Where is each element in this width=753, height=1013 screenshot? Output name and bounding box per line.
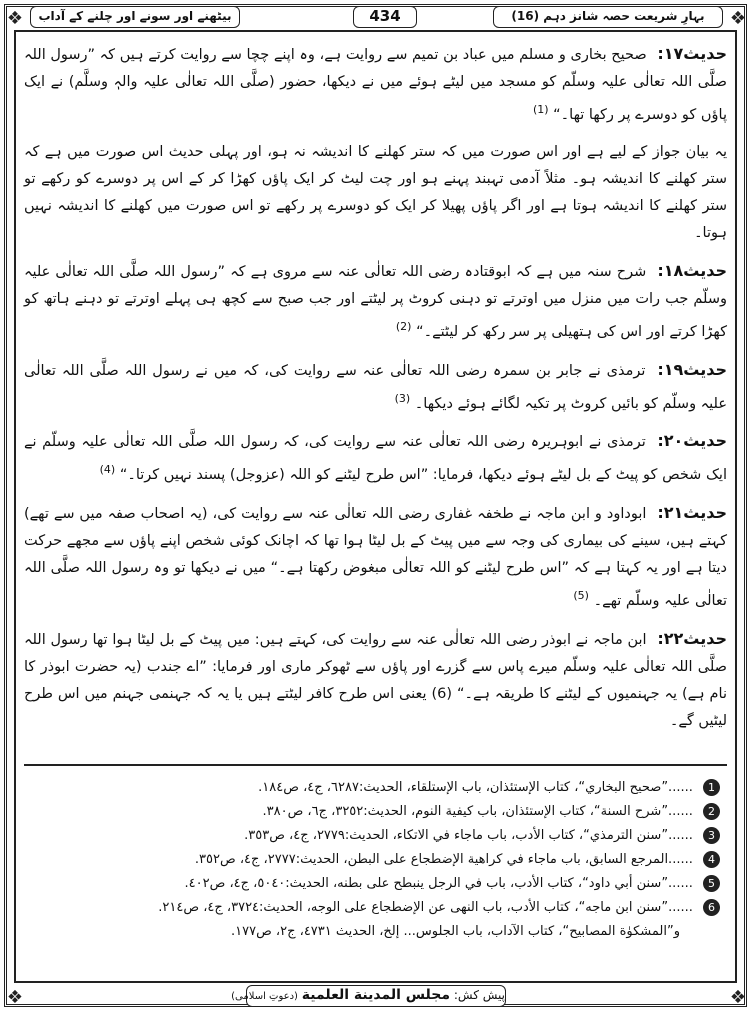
hadith-paragraph xyxy=(24,356,727,418)
commentary-paragraph xyxy=(24,139,727,247)
footnote-number: 3 xyxy=(703,827,720,844)
hadith-label: حدیث۱۸: xyxy=(657,260,728,280)
hadith-text: ترمذی نے جابر بن سمرہ رضی اللہ تعالٰی عنہ سے روایت کی، کہ میں نے رسول اللہ صلَّی اللہ تعالٰی علیہ وسلّم کو بائیں کروٹ پر تکیہ لگائے ہوئے دیکھا۔ xyxy=(24,362,727,412)
publisher-name: مجلس المدینة العلمیة xyxy=(301,987,451,1003)
footnote-text: ......”سنن أبي داود“، کتاب الأدب، باب في الرجل ینبطح علی بطنه، الحدیث:٥٠٤٠، ج٤، ص٤٠٢. xyxy=(184,876,693,891)
footnote-number: 1 xyxy=(703,779,720,796)
page-footer xyxy=(231,985,506,1007)
footnote-continuation: و”المشکوٰة المصابیح“، کتاب الآداب، باب الجلوس... إلخ، الحدیث ٤٧٣١، ج٢، ص١٧٧. xyxy=(230,924,680,939)
corner-ornament-icon: ❖ xyxy=(729,987,747,1008)
footnote-ref: (3) xyxy=(394,391,411,405)
footnote-item xyxy=(30,848,720,872)
hadith-text: شرح سنہ میں ہے کہ ابوقتادہ رضی اللہ تعالٰی عنہ سے مروی ہے کہ ”رسول اللہ صلَّی اللہ تعالٰی علیہ وسلّم جب رات میں منزل میں اوترتے تو دہنی کروٹ پر لیٹتے اور جب صبح سے کچھ ہی پہلے اوترتے تو دہنے ہاتھ کو کھڑا کرتے اور اس کی ہتھیلی پر سر رکھ کر لیٹتے۔“ xyxy=(24,263,727,340)
footnote-text: ......المرجع السابق، باب ماجاء في کراهیة الإضطجاع علی البطن، الحدیث:٢٧٧٧، ج٤، ص٣٥٢. xyxy=(194,852,693,867)
footnote-number: 2 xyxy=(703,803,720,820)
hadith-label: حدیث۱۹: xyxy=(657,359,727,379)
footnote-text: ......”سنن الترمذي“، کتاب الأدب، باب ماجاء في الاتکاء، الحدیث:٢٧٧٩، ج٤، ص٣٥٣. xyxy=(244,828,693,843)
hadith-text: ابن ماجہ نے ابوذر رضی اللہ تعالٰی عنہ سے روایت کی، کہتے ہیں: میں پیٹ کے بل لیٹا ہوا تھا رسول اللہ صلَّی اللہ تعالٰی علیہ وسلّم میرے پاس سے گزرے اور پاؤں سے ٹھوکر ماری اور فرمایا: ”اے جندب (یہ حضرت ابوذر کا نام ہے) یہ جہنمیوں کے لیٹنے کا طریقہ ہے۔“ (6) یعنی اس طرح کافر لیٹتے ہیں یا یہ کہ جہنمی جہنم میں اس طرح لیٹیں گے۔ xyxy=(24,632,727,730)
main-text xyxy=(24,40,727,745)
commentary-text: یہ بیان جواز کے لیے ہے اور اس صورت میں کہ ستر کھلنے کا اندیشہ نہ ہو، اور پہلی حدیث اس صورت میں ہے کہ ستر کھلنے کا اندیشہ ہو۔ مثلاً آدمی تہبند پہنے ہو اور چت لیٹ کر ایک پاؤں کھڑا کر کے اس پر دوسرے کو رکھے تو ستر کھلنے کا اندیشہ ہوتا ہے اور اگر پاؤں پھیلا کر ایک کو دوسرے پر رکھے تو اس صورت میں کھلنے کا اندیشہ نہیں ہوتا۔ xyxy=(24,143,727,241)
hadith-label: حدیث۱۷: xyxy=(657,44,727,63)
footnote-number: 4 xyxy=(703,851,720,868)
footnote-ref: (5) xyxy=(573,589,589,603)
footnote-divider xyxy=(24,764,727,766)
page-number: 434 xyxy=(353,6,417,28)
corner-ornament-icon: ❖ xyxy=(729,8,747,29)
hadith-text: ترمذی نے ابوہریرہ رضی اللہ تعالٰی عنہ سے روایت کی، کہ رسول اللہ صلَّی اللہ تعالٰی علیہ وسلّم نے ایک شخص کو پیٹ کے بل لیٹے ہوئے دیکھا، فرمایا: ”اس طرح لیٹنے کو اللہ (عزوجل) پسند نہیں کرتا۔“ xyxy=(24,434,727,484)
footnote-ref: (1) xyxy=(532,103,549,116)
hadith-label: حدیث۲۰: xyxy=(657,431,727,451)
footnote-item xyxy=(30,896,720,920)
hadith-label: حدیث۲۱: xyxy=(657,503,728,523)
footnote-item xyxy=(30,800,720,824)
hadith-paragraph xyxy=(24,625,727,735)
hadith-text: ابوداود و ابن ماجہ نے طخفہ غفاری رضی اللہ تعالٰی عنہ سے روایت کی، (یہ اصحاب صفہ میں سے تھے) کہتے ہیں، سینے کی بیماری کی وجہ سے میں پیٹ کے بل لیٹا ہوا تھا کہ اچانک کوئی شخص اپنے پاؤں سے مجھے حرکت دیتا ہے اور یہ کہتا ہے کہ ”اس طرح لیٹنے کو اللہ تعالٰی مبغوض رکھتا ہے۔“ میں نے دیکھا تو وہ رسول اللہ صلَّی اللہ تعالٰی علیہ وسلّم تھے۔ xyxy=(24,506,727,610)
chapter-title: بیٹھنے اور سونے اور چلنے کے آداب xyxy=(30,6,240,28)
hadith-paragraph xyxy=(24,40,727,129)
footnote-number: 5 xyxy=(703,875,720,892)
footnote-number: 6 xyxy=(703,899,720,916)
book-title: بہارِ شریعت حصہ شانز دہم (16) xyxy=(493,6,723,28)
footnote-text: ......”شرح السنة“، کتاب الإستئذان، باب کیفیة النوم، الحدیث:٣٢٥٢، ج٦، ص٣٨٠. xyxy=(262,804,693,819)
hadith-paragraph xyxy=(24,499,727,615)
footnote-item xyxy=(30,824,720,848)
corner-ornament-icon: ❖ xyxy=(6,987,24,1008)
hadith-text: صحیح بخاری و مسلم میں عباد بن تمیم سے روایت ہے، وہ اپنے چچا سے روایت کرتے ہیں کہ ”رسول اللہ صلَّی اللہ تعالٰی علیہ وسلّم کو مسجد میں لیٹے ہوئے میں نے دیکھا، حضور (صلَّی اللہ تعالٰی علیہ والہٖ وسلَّم) نے ایک پاؤں کو دوسرے پر رکھا تھا۔“ xyxy=(24,47,727,123)
footnote-text: ......”سنن ابن ماجه“، کتاب الأدب، باب النهی عن الإضطجاع علی الوجه، الحدیث:٣٧٢٤، ج٤، ص٢١٤. xyxy=(158,900,693,915)
footnotes xyxy=(30,776,720,944)
footnote-item xyxy=(30,872,720,896)
publisher-org: (دعوتِ اسلامی) xyxy=(231,991,298,1002)
footnote-ref: (2) xyxy=(395,319,412,333)
footnote-text: ......”صحیح البخاري“، کتاب الإستئذان، باب الإستلقاء، الحدیث:٦٢٨٧، ج٤، ص١٨٤. xyxy=(258,780,693,795)
hadith-paragraph xyxy=(24,427,727,489)
hadith-paragraph xyxy=(24,257,727,346)
corner-ornament-icon: ❖ xyxy=(6,8,24,29)
footnote-item xyxy=(30,776,720,800)
footer-prefix: پیش کش: xyxy=(453,988,505,1002)
footnote-ref: (4) xyxy=(99,463,116,477)
hadith-label: حدیث۲۲: xyxy=(657,629,727,649)
page-header xyxy=(30,6,723,28)
